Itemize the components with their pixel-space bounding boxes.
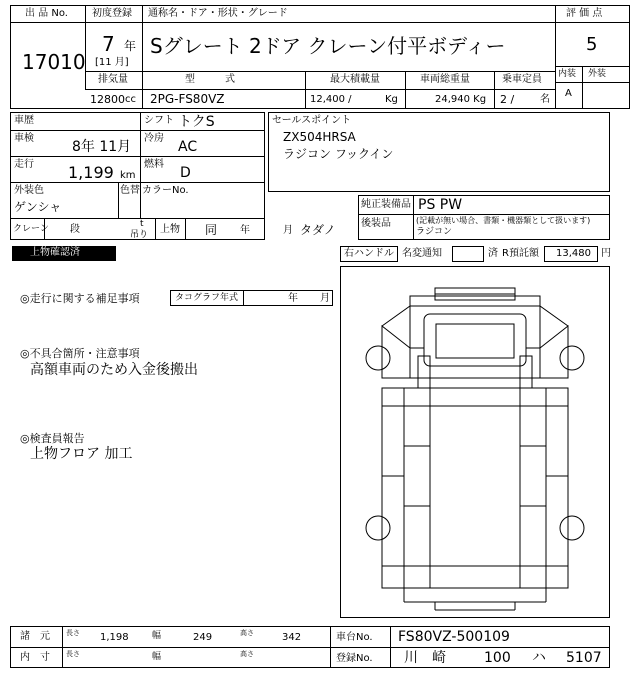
displacement: 12800 (90, 93, 125, 106)
sales-point-2: ラジコン フックイン (283, 147, 394, 161)
lot-no-label: 出 品 No. (25, 8, 68, 19)
chassis: FS80VZ-500109 (398, 629, 510, 645)
recycle-fee: 13,480 (556, 248, 591, 259)
reg-region: 川 崎 (404, 650, 446, 666)
sales-point-label: セールスポイント (272, 115, 352, 126)
displacement-unit: cc (125, 94, 136, 105)
shift-label: シフト (144, 115, 174, 126)
history-label: 車歴 (14, 115, 34, 126)
capacity-label: 乗車定員 (502, 74, 542, 85)
displacement-label: 排気量 (98, 74, 128, 85)
fuel: D (180, 165, 191, 181)
oem-equip: PS PW (418, 197, 463, 213)
inner-height-label: 高さ (240, 650, 254, 658)
model-code: 2PG-FS80VZ (150, 92, 225, 106)
width: 249 (193, 632, 213, 643)
width-label: 幅 (152, 631, 162, 641)
score-label: 評 価 点 (566, 8, 603, 19)
recycle-fee-label: R預託額 (502, 248, 539, 259)
inner-label: 内 寸 (20, 652, 50, 663)
mileage-label: 走行 (14, 159, 34, 170)
inspector-text: 上物フロア 加工 (30, 446, 133, 462)
aftermarket-label: 後装品 (361, 218, 391, 229)
capacity: 2 / (500, 93, 515, 106)
height: 342 (282, 632, 302, 643)
crane-label: クレーン (13, 224, 49, 234)
length-label: 長さ (66, 629, 80, 637)
reg-number: 5107 (566, 650, 602, 666)
defects-text: 高額車両のため入金後搬出 (30, 362, 198, 378)
fuel-label: 燃料 (144, 159, 164, 170)
max-load-label: 最大積載量 (330, 74, 380, 85)
shift: トクS (178, 114, 215, 130)
ext-color: ゲンシャ (14, 200, 62, 214)
crane-stage-unit: 段 (70, 224, 80, 235)
length: 1,198 (100, 632, 129, 643)
model-desc-label: 通称名・ドア・形状・グレード (148, 8, 288, 19)
ext-color-label: 外装色 (14, 185, 44, 196)
interior-grade: A (565, 88, 572, 99)
model-desc: Sグレート 2ドア クレーン付平ボディー (150, 34, 506, 58)
first-reg-year: 7 (102, 32, 115, 56)
upper-maker: タダノ (300, 223, 336, 237)
spec-label: 諸 元 (20, 631, 50, 642)
max-load-unit: Kg (385, 94, 398, 105)
crane-ton-unit: t (140, 219, 144, 229)
tacho-month: 月 (320, 293, 330, 304)
crane-lift-unit: 吊り (130, 230, 149, 240)
sales-point-1: ZX504HRSA (283, 130, 356, 144)
inner-length-label: 長さ (66, 650, 80, 658)
first-reg-label: 初度登録 (92, 8, 132, 19)
first-reg-month: [11 月] (95, 57, 129, 68)
score: 5 (586, 34, 598, 55)
ac-label: 冷房 (144, 133, 164, 144)
height-label: 高さ (240, 629, 254, 637)
truck-diagram (340, 266, 610, 618)
recycle-label: 済 (488, 248, 498, 259)
inspector-label: ◎検査員報告 (20, 432, 85, 445)
color-no-label: 色替 (120, 185, 140, 196)
reg-kana: ハ (532, 650, 546, 666)
capacity-unit: 名 (540, 94, 550, 105)
tacho-year: 年 (288, 293, 298, 304)
recycle-unit: 円 (601, 248, 611, 259)
year-unit: 年 (124, 39, 137, 53)
gross-weight-label: 車両総重量 (420, 74, 470, 85)
exterior-label: 外装 (588, 69, 607, 79)
defects-label: ◎不具合箇所・注意事項 (20, 347, 140, 360)
mileage: 1,199 (68, 163, 114, 182)
owner-notice-box (452, 246, 484, 262)
lot-no: 17010 (22, 50, 86, 74)
gross-weight: 24,940 Kg (435, 94, 487, 105)
upper-year: 年 (240, 225, 250, 236)
aftermarket-note: (記載が無い場合、書類・機器類として扱います) (416, 216, 591, 225)
max-load: 12,400 / (310, 94, 352, 105)
owner-notice: 名変通知 (402, 248, 442, 259)
steering: 右ハンドル (344, 248, 394, 259)
mileage-unit: km (120, 170, 136, 181)
inspection: 8年 11月 (72, 139, 132, 155)
chassis-label: 車台No. (336, 632, 373, 643)
color-code-label: カラーNo. (142, 185, 189, 196)
reg-class: 100 (484, 650, 511, 666)
aftermarket: ラジコン (416, 227, 453, 237)
inspection-label: 車検 (14, 133, 34, 144)
tacho-label: タコグラフ年式 (175, 293, 239, 303)
upper-month: 月 (283, 225, 293, 236)
inner-width-label: 幅 (152, 652, 162, 662)
upper-same: 同 (205, 223, 218, 237)
ac: AC (178, 139, 198, 155)
oem-equip-label: 純正装備品 (361, 199, 411, 210)
upper-label: 上物 (160, 224, 180, 235)
interior-label: 内装 (558, 69, 577, 79)
reg-label: 登録No. (336, 653, 373, 664)
driving-label: ◎走行に関する補足事項 (20, 292, 140, 305)
model-code-label: 型 式 (185, 74, 235, 85)
